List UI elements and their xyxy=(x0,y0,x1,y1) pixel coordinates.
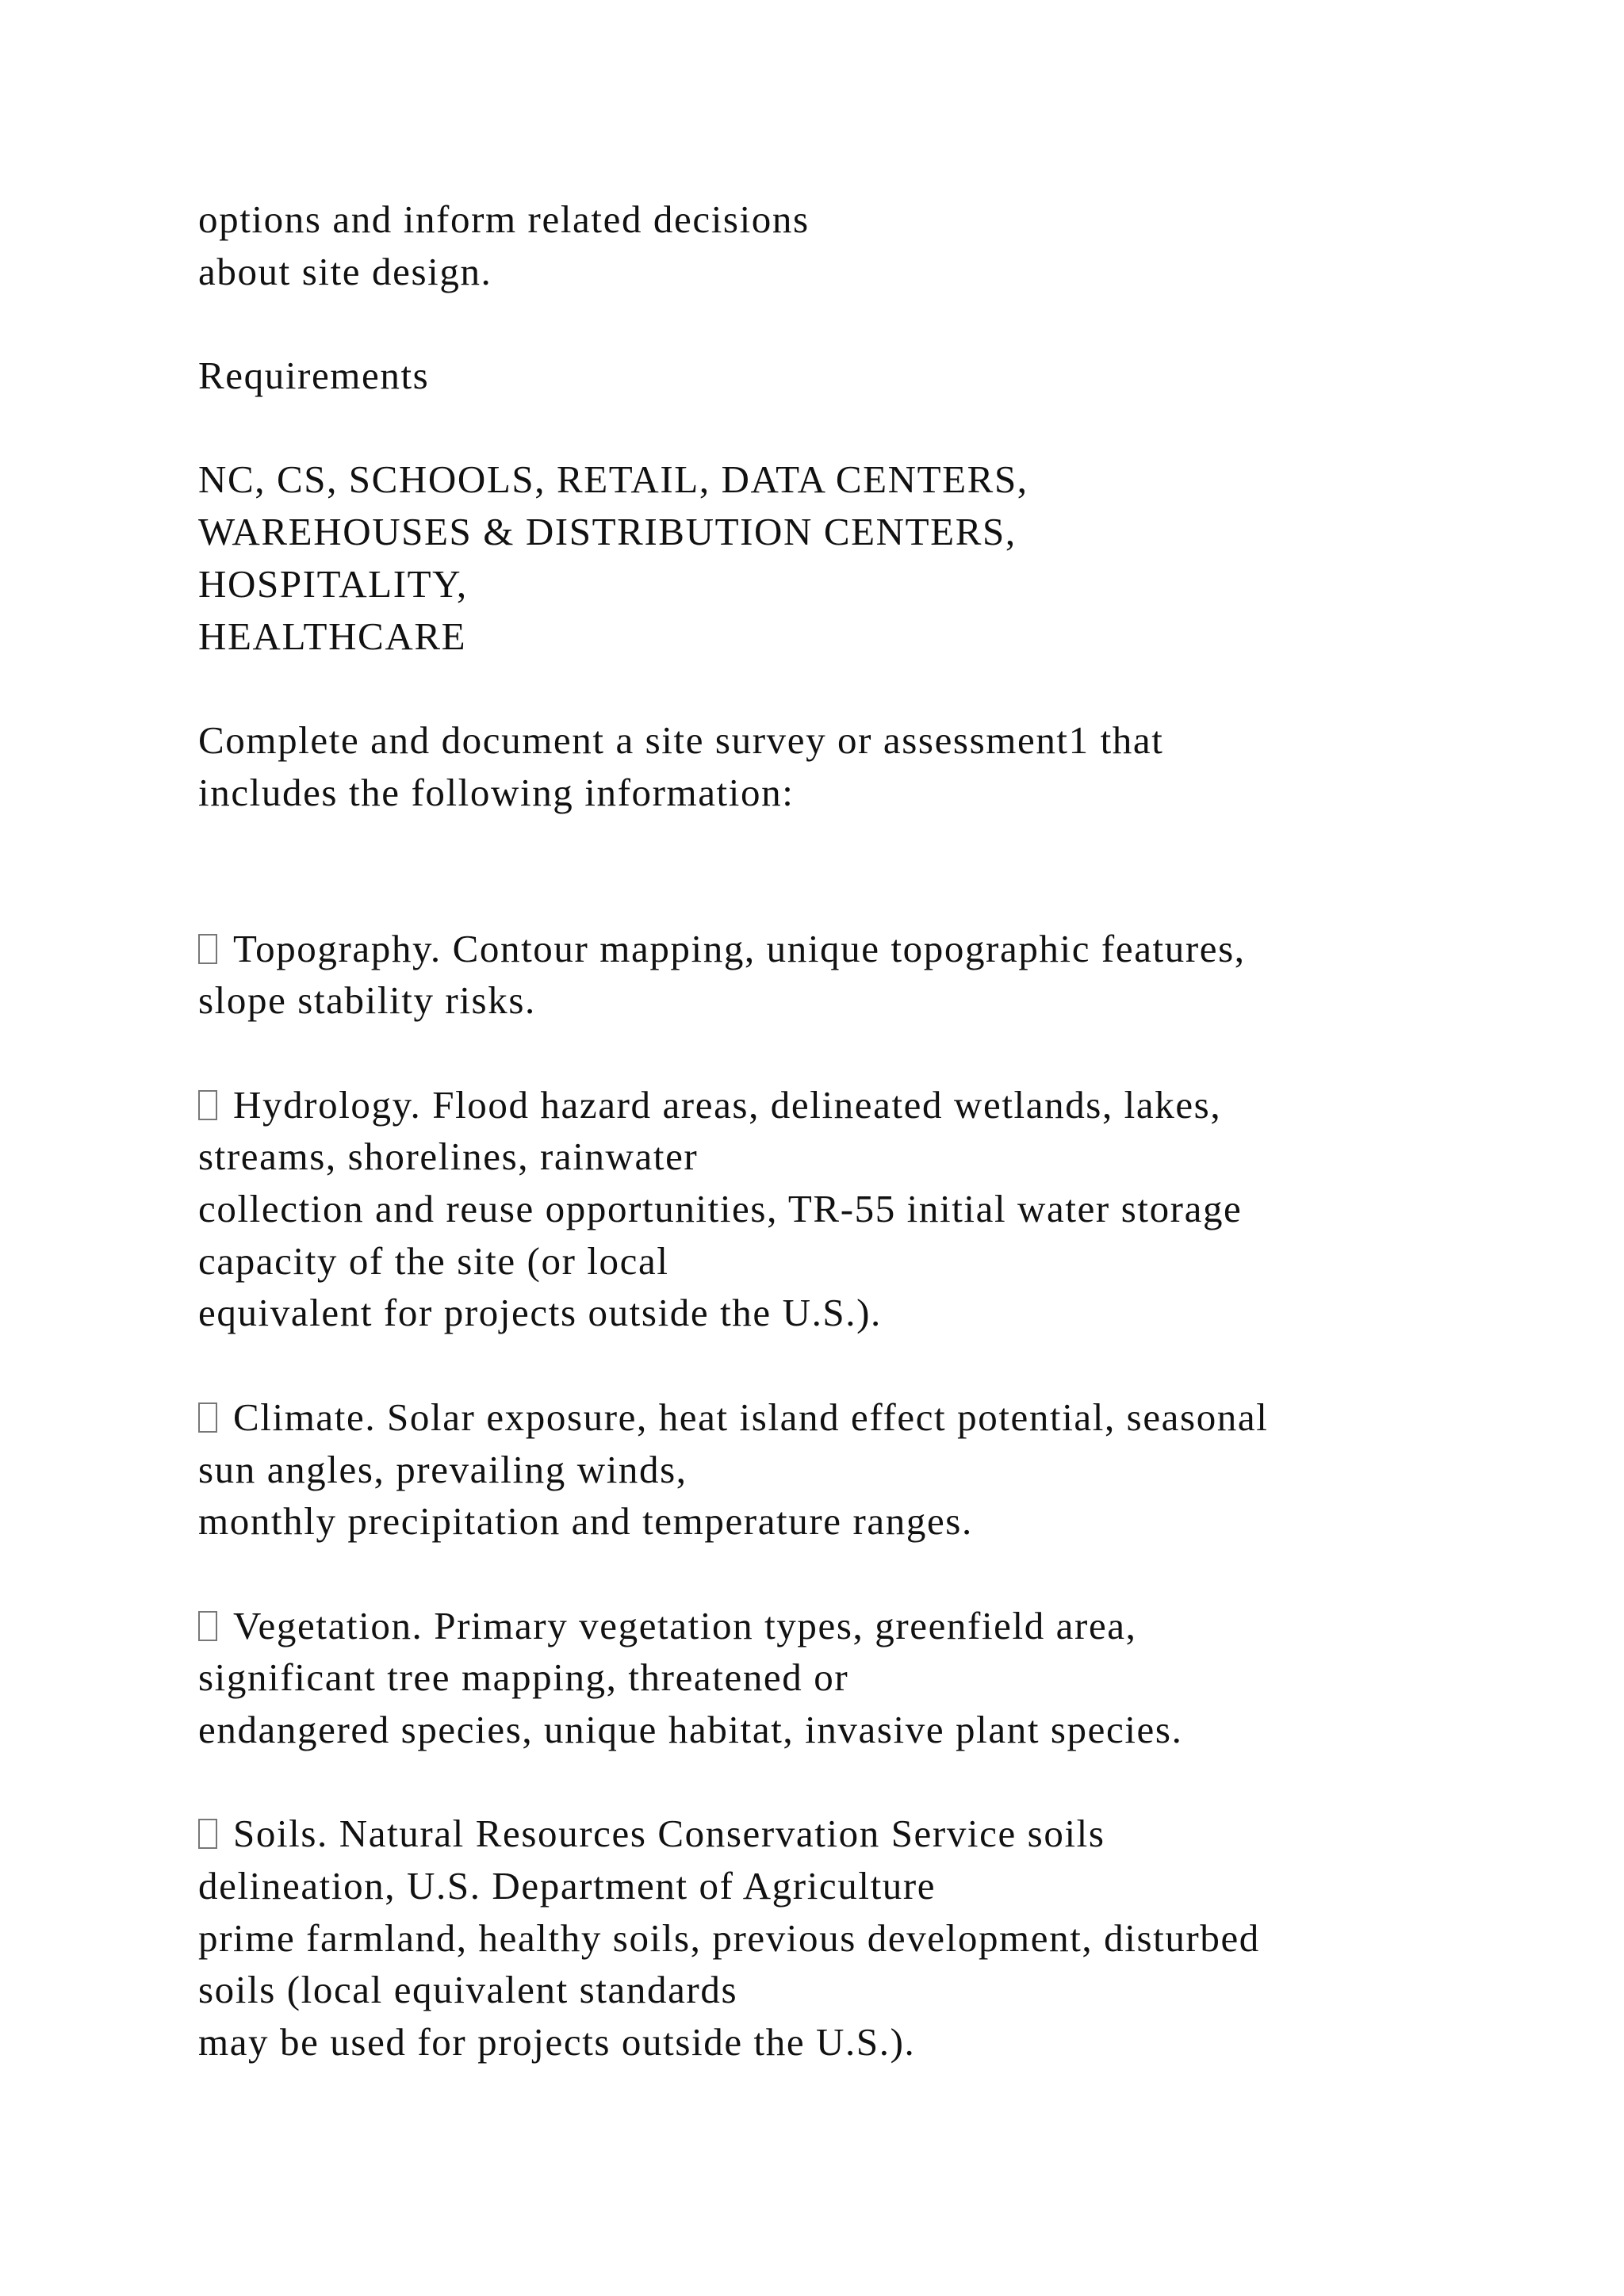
bullet-line: collection and reuse opportunities, TR-55 initial water storage xyxy=(198,1187,1243,1231)
bullet-text: Soils. Natural Resources Conservation Service soils xyxy=(233,1812,1105,1856)
bullet-line: capacity of the site (or local xyxy=(198,1238,669,1283)
bullet-text: Climate. Solar exposure, heat island effect potential, seasonal xyxy=(233,1395,1269,1439)
paragraph-spacer xyxy=(198,818,1546,922)
bullet-line: delineation, U.S. Department of Agriculture xyxy=(198,1864,936,1908)
bullet-line: monthly precipitation and temperature ranges. xyxy=(198,1499,973,1544)
paragraph-spacer xyxy=(198,1756,1546,1808)
bullet-text: Hydrology. Flood hazard areas, delineated wetlands, lakes, xyxy=(233,1082,1222,1127)
bullet-item-climate xyxy=(198,1391,1546,1548)
project-types-line: WAREHOUSES & DISTRIBUTION CENTERS, xyxy=(198,510,1017,554)
bullet-first-line xyxy=(198,1808,1546,1860)
intro-line: options and inform related decisions xyxy=(198,197,810,241)
project-types-line: NC, CS, SCHOOLS, RETAIL, DATA CENTERS, xyxy=(198,457,1028,502)
instruction-line: Complete and document a site survey or assessment1 that xyxy=(198,718,1164,762)
bullet-line: equivalent for projects outside the U.S.). xyxy=(198,1291,882,1335)
project-types-line: HEALTHCARE xyxy=(198,614,467,658)
bullet-line: slope stability risks. xyxy=(198,978,536,1023)
project-types-line: HOSPITALITY, xyxy=(198,561,468,606)
instruction-line: includes the following information: xyxy=(198,770,795,814)
bullet-item-hydrology xyxy=(198,1079,1546,1339)
paragraph-spacer xyxy=(198,402,1546,454)
bullet-item-soils xyxy=(198,1808,1546,2068)
bullet-line: may be used for projects outside the U.S.). xyxy=(198,2020,916,2064)
bullet-first-line xyxy=(198,1600,1546,1652)
bullet-first-line xyxy=(198,1079,1546,1131)
instruction-paragraph xyxy=(198,714,1546,818)
unrendered-bullet-glyph-icon xyxy=(198,1819,217,1849)
bullet-item-topography xyxy=(198,923,1546,1027)
unrendered-bullet-glyph-icon xyxy=(198,934,217,964)
paragraph-spacer xyxy=(198,297,1546,350)
paragraph-spacer xyxy=(198,1027,1546,1079)
requirements-heading: Requirements xyxy=(198,354,430,398)
bullet-line: streams, shorelines, rainwater xyxy=(198,1135,699,1179)
document-body xyxy=(198,193,1546,2068)
intro-paragraph xyxy=(198,193,1546,297)
bullet-line: prime farmland, healthy soils, previous development, disturbed xyxy=(198,1915,1260,1960)
bullet-first-line xyxy=(198,923,1546,975)
bullet-text: Topography. Contour mapping, unique topographic features, xyxy=(233,926,1246,970)
bullet-line: sun angles, prevailing winds, xyxy=(198,1447,688,1491)
bullet-first-line xyxy=(198,1391,1546,1444)
paragraph-spacer xyxy=(198,1548,1546,1600)
paragraph-spacer xyxy=(198,662,1546,714)
bullet-line: significant tree mapping, threatened or xyxy=(198,1655,849,1700)
bullet-text: Vegetation. Primary vegetation types, greenfield area, xyxy=(233,1603,1137,1647)
project-types-paragraph xyxy=(198,453,1546,662)
bullet-line: soils (local equivalent standards xyxy=(198,1968,738,2012)
unrendered-bullet-glyph-icon xyxy=(198,1402,217,1433)
bullet-line: endangered species, unique habitat, invasive plant species. xyxy=(198,1707,1183,1751)
unrendered-bullet-glyph-icon xyxy=(198,1611,217,1641)
bullet-item-vegetation xyxy=(198,1600,1546,1756)
unrendered-bullet-glyph-icon xyxy=(198,1090,217,1120)
intro-line: about site design. xyxy=(198,249,492,293)
paragraph-spacer xyxy=(198,1339,1546,1391)
